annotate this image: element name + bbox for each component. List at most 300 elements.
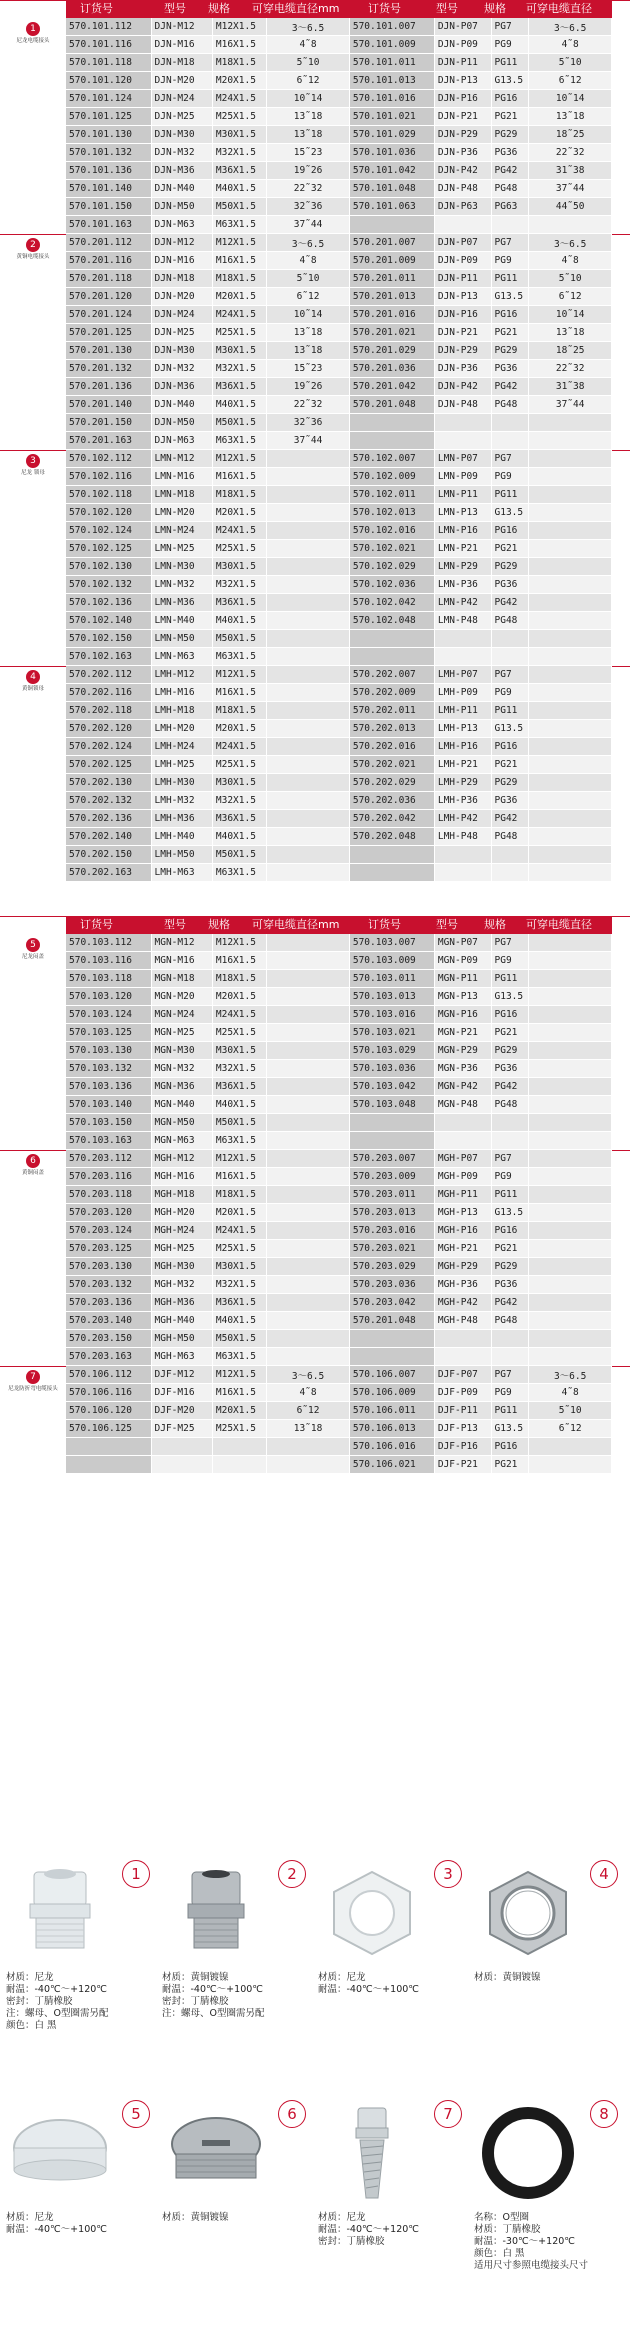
table-cell: M63X1.5 [212, 432, 266, 450]
table-cell: 570.101.132 [66, 144, 151, 162]
table-cell: 570.106.009 [349, 1384, 434, 1402]
table-cell: G13.5 [491, 504, 529, 522]
table-cell [267, 1330, 350, 1348]
table-row [66, 1150, 612, 1168]
table-cell: 3～6.5 [529, 1366, 612, 1384]
table-header [66, 916, 612, 934]
table-cell: 570.103.118 [66, 970, 151, 988]
table-cell: M36X1.5 [212, 594, 266, 612]
table-cell: PG16 [491, 306, 529, 324]
table-row [66, 486, 612, 504]
table-cell: DJN-P07 [434, 18, 491, 36]
table-cell [529, 1042, 612, 1060]
table-cell: DJN-M12 [151, 18, 212, 36]
section-number: 4 [26, 670, 40, 684]
table-cell [267, 504, 350, 522]
table-cell: PG21 [491, 324, 529, 342]
table-cell [349, 1330, 434, 1348]
section-title: 尼龙电缆接头 [16, 38, 50, 44]
table-cell: MGH-M40 [151, 1312, 212, 1330]
table-cell [529, 1204, 612, 1222]
table-cell [267, 774, 350, 792]
table-row [66, 180, 612, 198]
table-cell [267, 1132, 350, 1150]
table-cell [529, 522, 612, 540]
table-cell [267, 1240, 350, 1258]
table-cell: PG29 [491, 774, 529, 792]
table-cell: 570.103.150 [66, 1114, 151, 1132]
table-cell: M63X1.5 [212, 1348, 266, 1366]
table-cell [267, 864, 350, 882]
nylon-gland-icon [6, 1864, 114, 1962]
table-cell [529, 540, 612, 558]
section-4 [0, 666, 630, 882]
table-cell [491, 216, 529, 234]
table-row [66, 126, 612, 144]
table-cell [267, 576, 350, 594]
table-cell: M32X1.5 [212, 576, 266, 594]
table-cell: LMH-P21 [434, 756, 491, 774]
table-cell [529, 216, 612, 234]
table-cell [267, 1114, 350, 1132]
table-cell [267, 1312, 350, 1330]
table-row [66, 612, 612, 630]
table-cell: 570.101.130 [66, 126, 151, 144]
table-cell: 570.103.013 [349, 988, 434, 1006]
table-cell [212, 1456, 266, 1474]
spec-line: 密封：丁腈橡胶 [318, 2236, 385, 2247]
table-cell: 570.203.009 [349, 1168, 434, 1186]
section-side-label [0, 916, 66, 1150]
table-cell [529, 1024, 612, 1042]
table-cell: LMN-M63 [151, 648, 212, 666]
table-cell: M40X1.5 [212, 828, 266, 846]
table-cell: PG48 [491, 1312, 529, 1330]
table-cell: MGH-P29 [434, 1258, 491, 1276]
table-cell: 570.201.124 [66, 306, 151, 324]
table-cell: MGN-M63 [151, 1132, 212, 1150]
table-cell: MGH-P48 [434, 1312, 491, 1330]
table-cell: 570.102.118 [66, 486, 151, 504]
table-cell: M30X1.5 [212, 1258, 266, 1276]
table-cell: MGH-P21 [434, 1240, 491, 1258]
spec-line: 材质：尼龙 [6, 1972, 54, 1983]
table-row [66, 234, 612, 252]
table-cell: 570.103.048 [349, 1096, 434, 1114]
table-cell: 570.203.013 [349, 1204, 434, 1222]
table-cell: 570.106.011 [349, 1402, 434, 1420]
table-cell: DJF-M16 [151, 1384, 212, 1402]
table-cell: 570.201.016 [349, 306, 434, 324]
table-cell: 570.103.124 [66, 1006, 151, 1024]
table-cell: 22˜32 [267, 396, 350, 414]
section-number: 2 [26, 238, 40, 252]
table-cell: DJN-M25 [151, 324, 212, 342]
table-row [66, 1384, 612, 1402]
section-number: 7 [26, 1370, 40, 1384]
table-cell: 6˜12 [529, 288, 612, 306]
table-cell: DJN-M25 [151, 108, 212, 126]
spec-line: 适用尺寸参照电缆接头尺寸 [474, 2260, 589, 2271]
table-cell [267, 738, 350, 756]
table-cell [529, 810, 612, 828]
table-cell: 13˜18 [267, 1420, 350, 1438]
table-cell: MGH-M25 [151, 1240, 212, 1258]
table-cell: 570.203.150 [66, 1330, 151, 1348]
table-cell: DJN-P42 [434, 162, 491, 180]
table-cell: PG16 [491, 738, 529, 756]
table-cell: 570.101.011 [349, 54, 434, 72]
table-cell: M24X1.5 [212, 738, 266, 756]
table-cell: DJN-P16 [434, 90, 491, 108]
table-row [66, 1258, 612, 1276]
table-row [66, 468, 612, 486]
table-cell: 570.103.132 [66, 1060, 151, 1078]
table-cell: PG7 [491, 450, 529, 468]
table-cell [529, 1312, 612, 1330]
table-cell: 570.106.120 [66, 1402, 151, 1420]
table-cell: 570.203.118 [66, 1186, 151, 1204]
spec-table [66, 934, 612, 1150]
table-cell: PG48 [491, 612, 529, 630]
table-cell: 570.103.021 [349, 1024, 434, 1042]
table-cell: 19˜26 [267, 378, 350, 396]
table-cell: M25X1.5 [212, 324, 266, 342]
table-cell: PG7 [491, 1150, 529, 1168]
table-row [66, 952, 612, 970]
table-cell [529, 1240, 612, 1258]
product-specs [318, 2212, 419, 2248]
table-cell [267, 1348, 350, 1366]
product-card [316, 2100, 464, 2330]
table-cell: M40X1.5 [212, 612, 266, 630]
spec-line: 名称：O型圈 [474, 2212, 529, 2223]
table-cell: 570.102.013 [349, 504, 434, 522]
table-cell [349, 1132, 434, 1150]
product-specs [6, 1972, 108, 2032]
header-cell: 订货号 [368, 918, 401, 931]
table-cell: 13˜18 [267, 342, 350, 360]
table-cell: 32˜36 [267, 198, 350, 216]
header-cell: 型号 [436, 918, 458, 931]
table-cell: PG21 [491, 756, 529, 774]
o-ring-icon [474, 2104, 582, 2202]
table-cell: 570.101.042 [349, 162, 434, 180]
table-cell: 570.106.021 [349, 1456, 434, 1474]
table-cell: M36X1.5 [212, 378, 266, 396]
table-cell: 19˜26 [267, 162, 350, 180]
table-cell [267, 1024, 350, 1042]
table-cell [267, 630, 350, 648]
table-cell [529, 828, 612, 846]
header-cell: 型号 [164, 2, 186, 15]
table-cell: 5˜10 [267, 270, 350, 288]
table-cell: 570.202.042 [349, 810, 434, 828]
table-cell: 4˜8 [529, 252, 612, 270]
table-cell: 570.202.116 [66, 684, 151, 702]
table-cell [529, 792, 612, 810]
product-card [316, 1860, 464, 2090]
table-cell: MGN-P29 [434, 1042, 491, 1060]
table-cell: LMH-M36 [151, 810, 212, 828]
table-cell: M32X1.5 [212, 1060, 266, 1078]
table-cell [267, 594, 350, 612]
table-cell [529, 738, 612, 756]
table-cell [529, 558, 612, 576]
table-cell: DJF-P21 [434, 1456, 491, 1474]
spec-line: 颜色：白 黑 [474, 2248, 525, 2259]
table-cell: M63X1.5 [212, 216, 266, 234]
table-cell: LMN-M50 [151, 630, 212, 648]
table-cell: DJN-P21 [434, 324, 491, 342]
spec-line: 密封：丁腈橡胶 [6, 1996, 73, 2007]
table-cell [267, 1060, 350, 1078]
table-cell: M18X1.5 [212, 486, 266, 504]
table-cell: LMH-M20 [151, 720, 212, 738]
table-cell: M25X1.5 [212, 756, 266, 774]
table-cell: PG11 [491, 270, 529, 288]
table-cell: M50X1.5 [212, 630, 266, 648]
header-cell: 可穿电缆直径mm [252, 918, 340, 931]
table-cell: DJN-P63 [434, 198, 491, 216]
table-cell: DJN-P36 [434, 144, 491, 162]
table-cell: 570.102.120 [66, 504, 151, 522]
table-cell: 37˜44 [267, 216, 350, 234]
product-specs [162, 2212, 229, 2224]
table-cell: LMN-P48 [434, 612, 491, 630]
table-cell: 22˜32 [267, 180, 350, 198]
table-cell: LMN-M32 [151, 576, 212, 594]
table-row [66, 54, 612, 72]
table-cell: MGH-M63 [151, 1348, 212, 1366]
table-cell: 570.102.132 [66, 576, 151, 594]
table-cell: LMN-M16 [151, 468, 212, 486]
table-cell: MGN-M20 [151, 988, 212, 1006]
spec-table [66, 666, 612, 882]
table-cell: 570.203.120 [66, 1204, 151, 1222]
header-cell: 订货号 [80, 2, 113, 15]
product-number: 1 [122, 1860, 150, 1888]
table-cell: 570.201.150 [66, 414, 151, 432]
table-cell: DJF-M20 [151, 1402, 212, 1420]
product-card [4, 1860, 152, 2090]
table-cell: M30X1.5 [212, 126, 266, 144]
table-cell: 570.202.132 [66, 792, 151, 810]
table-row [66, 1348, 612, 1366]
section-number: 3 [26, 454, 40, 468]
table-cell [151, 1456, 212, 1474]
table-cell: 570.101.063 [349, 198, 434, 216]
table-cell: 570.102.016 [349, 522, 434, 540]
table-cell: G13.5 [491, 1204, 529, 1222]
section-side-label [0, 1366, 66, 1474]
table-row [66, 1186, 612, 1204]
table-cell: MGH-M24 [151, 1222, 212, 1240]
table-cell [349, 1348, 434, 1366]
table-cell: M32X1.5 [212, 792, 266, 810]
table-cell: 570.102.048 [349, 612, 434, 630]
table-cell: DJN-M30 [151, 126, 212, 144]
product-specs [162, 1972, 264, 2020]
table-cell: 3～6.5 [267, 234, 350, 252]
table-cell: PG7 [491, 234, 529, 252]
table-cell [491, 1114, 529, 1132]
table-cell: 570.102.125 [66, 540, 151, 558]
table-cell [267, 1294, 350, 1312]
product-card [4, 2100, 152, 2330]
section-number: 6 [26, 1154, 40, 1168]
product-number: 8 [590, 2100, 618, 2128]
table-row [66, 1240, 612, 1258]
spec-line: 耐温：-40℃～+120℃ [6, 1984, 107, 1995]
table-cell [529, 1060, 612, 1078]
table-cell [267, 1276, 350, 1294]
table-cell: LMN-M30 [151, 558, 212, 576]
table-cell: PG29 [491, 558, 529, 576]
table-cell [529, 1150, 612, 1168]
table-cell: 570.101.021 [349, 108, 434, 126]
table-cell: DJN-M50 [151, 414, 212, 432]
table-cell: 570.201.048 [349, 396, 434, 414]
table-cell: 570.106.016 [349, 1438, 434, 1456]
table-cell: 13˜18 [267, 324, 350, 342]
table-cell: 6˜12 [529, 1420, 612, 1438]
table-cell: 570.201.136 [66, 378, 151, 396]
table-cell: 570.103.125 [66, 1024, 151, 1042]
table-cell: LMN-P11 [434, 486, 491, 504]
table-cell: 570.201.125 [66, 324, 151, 342]
table-cell: M30X1.5 [212, 558, 266, 576]
table-cell: 570.106.125 [66, 1420, 151, 1438]
section-title: 尼龙防折弯电缆接头 [8, 1386, 58, 1392]
table-cell: M20X1.5 [212, 288, 266, 306]
table-cell: 570.101.118 [66, 54, 151, 72]
table-cell: MGH-P11 [434, 1186, 491, 1204]
table-cell: 570.202.011 [349, 702, 434, 720]
table-cell [267, 1186, 350, 1204]
table-cell: G13.5 [491, 72, 529, 90]
table-cell: 570.101.048 [349, 180, 434, 198]
table-cell [267, 952, 350, 970]
table-header [66, 0, 612, 18]
table-cell: 570.202.125 [66, 756, 151, 774]
table-cell: LMN-M12 [151, 450, 212, 468]
table-cell: MGN-P11 [434, 970, 491, 988]
table-cell: M16X1.5 [212, 684, 266, 702]
table-row [66, 396, 612, 414]
table-cell: M25X1.5 [212, 1420, 266, 1438]
table-cell [529, 594, 612, 612]
table-cell: 570.102.112 [66, 450, 151, 468]
table-cell [491, 414, 529, 432]
table-cell: 570.203.140 [66, 1312, 151, 1330]
table-cell: DJN-M20 [151, 72, 212, 90]
table-cell: DJN-M20 [151, 288, 212, 306]
table-cell [349, 1114, 434, 1132]
product-number: 3 [434, 1860, 462, 1888]
table-cell: 570.102.136 [66, 594, 151, 612]
table-cell: 570.203.036 [349, 1276, 434, 1294]
section-badge [6, 22, 60, 45]
table-cell: PG9 [491, 468, 529, 486]
table-cell: M12X1.5 [212, 450, 266, 468]
product-number: 5 [122, 2100, 150, 2128]
table-cell [434, 648, 491, 666]
section-title: 黄铜锁母 [21, 686, 44, 692]
table-cell [267, 540, 350, 558]
table-row [66, 576, 612, 594]
table-cell: M63X1.5 [212, 1132, 266, 1150]
table-cell: DJN-M40 [151, 396, 212, 414]
table-cell [529, 934, 612, 952]
table-cell: M30X1.5 [212, 774, 266, 792]
table-cell [267, 1150, 350, 1168]
table-cell: 570.102.163 [66, 648, 151, 666]
table-row [66, 684, 612, 702]
table-row [66, 970, 612, 988]
table-cell: DJF-P09 [434, 1384, 491, 1402]
table-cell [267, 522, 350, 540]
spec-table [66, 1366, 612, 1474]
table-cell: DJN-P13 [434, 72, 491, 90]
section-5 [0, 916, 630, 1150]
table-cell: 37˜44 [529, 396, 612, 414]
section-3 [0, 450, 630, 666]
table-row [66, 774, 612, 792]
table-row [66, 378, 612, 396]
table-cell [491, 1330, 529, 1348]
table-row [66, 1366, 612, 1384]
table-cell: M30X1.5 [212, 342, 266, 360]
table-cell [529, 1330, 612, 1348]
table-cell [212, 1438, 266, 1456]
table-cell: MGH-M30 [151, 1258, 212, 1276]
table-cell: M18X1.5 [212, 270, 266, 288]
product-card [160, 2100, 308, 2330]
table-cell [434, 432, 491, 450]
table-cell: 570.203.124 [66, 1222, 151, 1240]
table-cell: M40X1.5 [212, 1096, 266, 1114]
table-cell: PG9 [491, 1384, 529, 1402]
table-cell: DJN-M63 [151, 432, 212, 450]
table-cell: MGN-M32 [151, 1060, 212, 1078]
table-cell: M24X1.5 [212, 306, 266, 324]
section-badge [6, 1370, 60, 1393]
table-cell: LMN-M25 [151, 540, 212, 558]
table-cell: PG16 [491, 1006, 529, 1024]
table-cell: M63X1.5 [212, 648, 266, 666]
table-cell: M12X1.5 [212, 934, 266, 952]
table-cell [434, 1348, 491, 1366]
table-cell [66, 1438, 151, 1456]
table-cell: 570.101.036 [349, 144, 434, 162]
table-cell: 570.102.029 [349, 558, 434, 576]
table-cell: MGH-M16 [151, 1168, 212, 1186]
table-cell: PG21 [491, 1240, 529, 1258]
table-cell: 570.103.112 [66, 934, 151, 952]
table-cell: M40X1.5 [212, 180, 266, 198]
table-cell: PG36 [491, 576, 529, 594]
table-cell [529, 988, 612, 1006]
table-cell: M18X1.5 [212, 54, 266, 72]
table-cell [267, 558, 350, 576]
table-cell: PG29 [491, 1258, 529, 1276]
section-1 [0, 0, 630, 234]
table-cell: 570.101.120 [66, 72, 151, 90]
table-cell: 18˜25 [529, 126, 612, 144]
table-cell [529, 864, 612, 882]
table-cell: PG21 [491, 1456, 529, 1474]
